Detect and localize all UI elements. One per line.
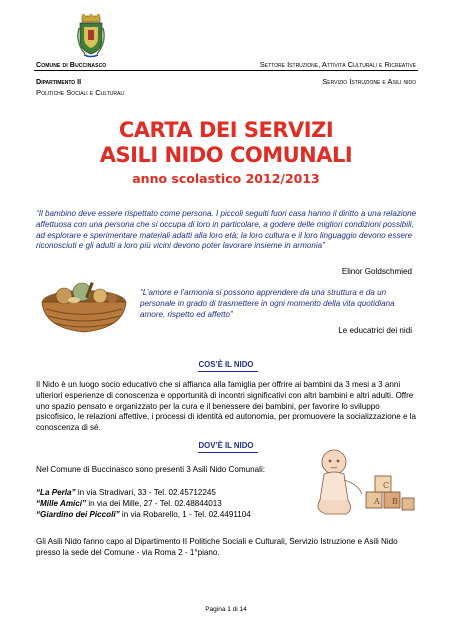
nido-address: in via dei Mille, 27 - Tel. 02.48844013 — [86, 499, 222, 508]
nido-name: “Giardino dei Piccoli” — [36, 510, 120, 519]
treasure-basket-illustration — [36, 276, 132, 336]
baby-with-blocks-illustration — [300, 440, 424, 524]
dipartimento-subtitle: Politiche Sociali e Culturali — [36, 88, 125, 97]
section-heading-cos-e: COS’È IL NIDO — [198, 360, 254, 369]
dipartimento-label: Dipartimento II — [36, 77, 82, 86]
list-item — [36, 498, 251, 509]
nido-address: in via Stradivari, 33 - Tel. 02.45712245 — [75, 488, 216, 497]
list-item — [36, 509, 251, 520]
svg-text:C: C — [383, 481, 390, 490]
nido-name: “Mille Amici” — [36, 499, 87, 508]
header-divider — [34, 70, 418, 71]
nidi-intro: Nel Comune di Buccinasco sono presenti 3 Asili Nido Comunali: — [36, 465, 265, 474]
municipal-crest-icon — [75, 14, 107, 58]
settore-label: Settore Istruzione, Attività Culturali e Ricreative — [259, 60, 416, 69]
comune-name: Comune di Buccinasco — [36, 60, 107, 69]
nido-name: “La Perla” — [36, 488, 76, 497]
nidi-list — [36, 487, 251, 520]
servizio-label: Servizio Istruzione e Asili nido — [322, 77, 416, 86]
heading-underline — [198, 371, 258, 372]
section-heading-dov-e: DOV’È IL NIDO — [198, 441, 254, 450]
svg-text:A: A — [374, 497, 380, 506]
educators-quote-author: Le educatrici dei nidi — [338, 326, 412, 335]
opening-quote: “Il bambino deve essere rispettato come persona. I piccoli seguiti fuori casa hanno il diritto a una relazione affettuosa con una persona che si occupa di loro in particolare, a godere delle migliori condizioni possibili, ad esplorare e sperimentare materiali adatti alla loro età; la loro cultura e il loro linguaggio devono essere riconosciuti e gli adulti a loro più vicini devono poter lavorare insieme in armonia” — [36, 209, 417, 251]
page-number: Pagina 1 di 14 — [205, 606, 247, 613]
nido-address: in via Robarello, 1 - Tel. 02.4491104 — [119, 510, 251, 519]
document-title: CARTA DEI SERVIZI — [118, 118, 334, 142]
svg-text:B: B — [392, 497, 398, 506]
quote-author: Elinor Goldschmied — [341, 267, 412, 276]
document-title-line2: ASILI NIDO COMUNALI — [99, 143, 353, 167]
list-item — [36, 487, 251, 498]
educators-quote: “L’amore e l’armonia si possono apprendere da una struttura e da un personale in grado di trasmettere in ogni momento della vita quotidiana amore, rispetto ed affetto” — [140, 288, 395, 319]
nidi-department-note: Gli Asili Nido fanno capo al Dipartimento II Politiche Sociali e Culturali, Servizio Istruzione e Asili Nido presso la sede del Comune - via Roma 2 - 1°piano. — [36, 537, 398, 557]
heading-underline — [198, 452, 258, 453]
section-paragraph-cos-e: Il Nido è un luogo socio educativo che si affianca alla famiglia per offrire ai bambini da 3 mesi a 3 anni ulteriori esperienze di conoscenza e opportunità di incontri significativi con altri bambini e altri adulti. Offre uno spazio pensato e organizzato per la cura e il benessere dei bambini, per favorire lo sviluppo psicofisico, le relazioni affettive, i processi di identità ed autonomia, per promuovere la socializzazione e la conoscenza di sé. — [36, 380, 417, 433]
school-year: anno scolastico 2012/2013 — [132, 171, 320, 186]
